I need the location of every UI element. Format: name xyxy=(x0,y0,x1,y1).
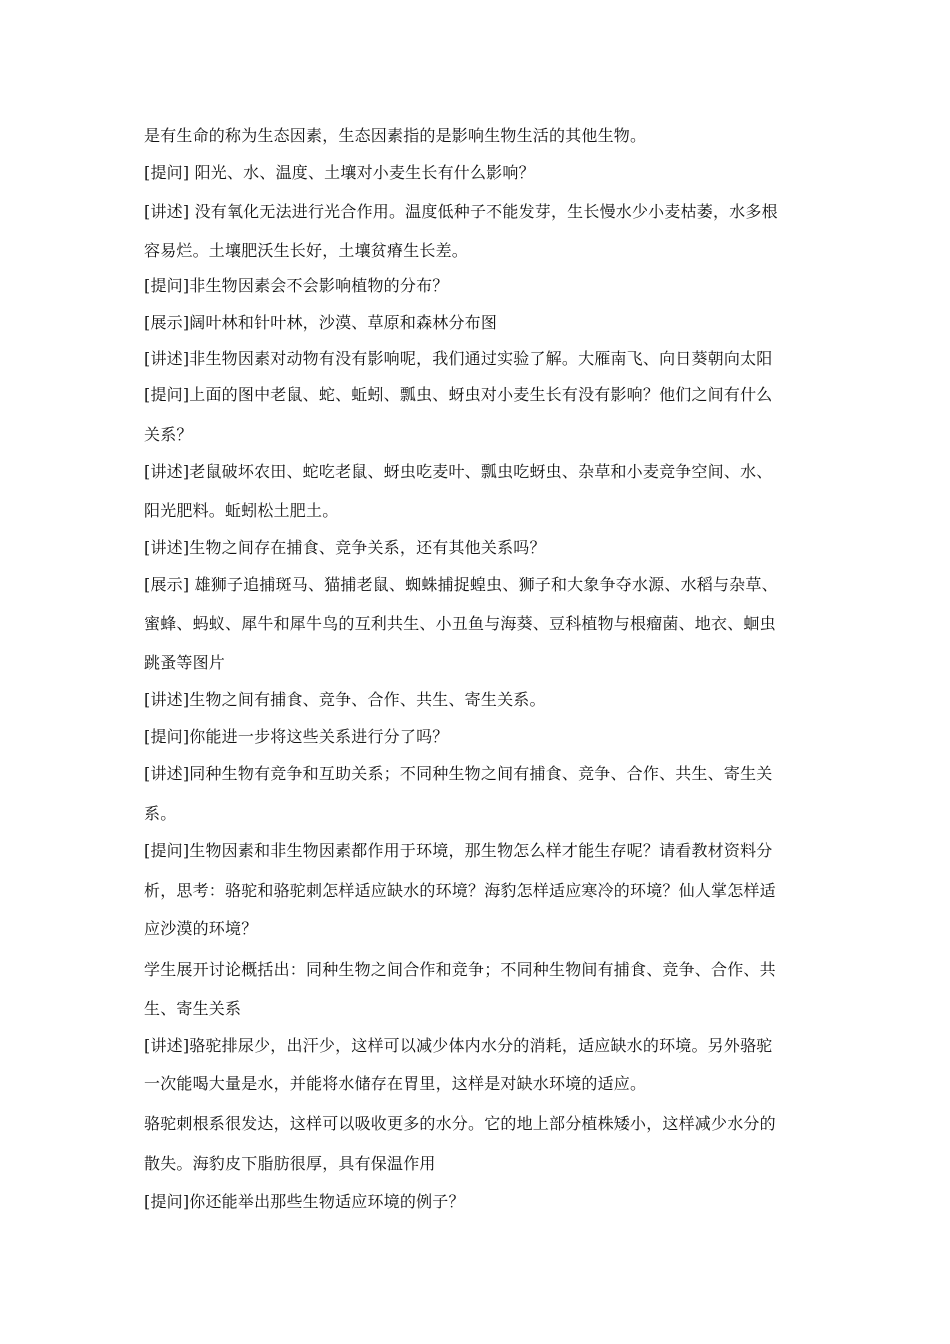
text-line: [展示]阔叶林和针叶林，沙漠、草原和森林分布图 xyxy=(144,313,498,332)
text-line: [讲述]非生物因素对动物有没有影响呢，我们通过实验了解。大雁南飞、向日葵朝向太阳 xyxy=(144,349,773,368)
text-line: [提问]你还能举出那些生物适应环境的例子？ xyxy=(144,1192,465,1211)
text-line: [提问] 阳光、水、温度、土壤对小麦生长有什么影响？ xyxy=(144,163,535,182)
text-line: 骆驼刺根系很发达，这样可以吸收更多的水分。它的地上部分植株矮小，这样减少水分的 xyxy=(144,1114,776,1133)
text-line: 容易烂。土壤肥沃生长好，土壤贫瘠生长差。 xyxy=(144,241,469,260)
text-line: 散失。海豹皮下脂肪很厚，具有保温作用 xyxy=(144,1154,436,1173)
text-line: 系。 xyxy=(144,804,177,823)
text-line: [展示] 雄狮子追捕斑马、猫捕老鼠、蜘蛛捕捉蝗虫、狮子和大象争夺水源、水稻与杂草、 xyxy=(144,575,778,594)
text-line: 学生展开讨论概括出：同种生物之间合作和竞争；不同种生物间有捕食、竞争、合作、共 xyxy=(144,960,776,979)
text-line: [提问]生物因素和非生物因素都作用于环境，那生物怎么样才能生存呢？请看教材资料分 xyxy=(144,841,773,860)
text-line: 跳蚤等图片 xyxy=(144,653,226,672)
text-line: 一次能喝大量是水，并能将水储存在胃里，这样是对缺水环境的适应。 xyxy=(144,1074,647,1093)
text-line: [提问]你能进一步将这些关系进行分了吗？ xyxy=(144,727,449,746)
text-line: [讲述]骆驼排尿少，出汗少，这样可以减少体内水分的消耗，适应缺水的环境。另外骆驼 xyxy=(144,1036,773,1055)
text-line: [讲述]同种生物有竞争和互助关系；不同种生物之间有捕食、竞争、合作、共生、寄生关 xyxy=(144,764,773,783)
text-line: [讲述]生物之间存在捕食、竞争关系，还有其他关系吗？ xyxy=(144,538,546,557)
text-line: 生、寄生关系 xyxy=(144,999,242,1018)
text-line: 阳光肥料。蚯蚓松土肥土。 xyxy=(144,501,339,520)
text-line: [讲述] 没有氧化无法进行光合作用。温度低种子不能发芽，生长慢水少小麦枯萎，水多根 xyxy=(144,202,778,221)
text-line: 应沙漠的环境？ xyxy=(144,919,258,938)
text-line: [提问]上面的图中老鼠、蛇、蚯蚓、瓢虫、蚜虫对小麦生长有没有影响？他们之间有什么 xyxy=(144,385,773,404)
text-line: [讲述]老鼠破坏农田、蛇吃老鼠、蚜虫吃麦叶、瓢虫吃蚜虫、杂草和小麦竞争空间、水、 xyxy=(144,462,773,481)
text-line: [讲述]生物之间有捕食、竞争、合作、共生、寄生关系。 xyxy=(144,690,546,709)
text-line: 关系？ xyxy=(144,425,193,444)
text-line: 析，思考：骆驼和骆驼刺怎样适应缺水的环境？海豹怎样适应寒冷的环境？仙人掌怎样适 xyxy=(144,881,776,900)
text-line: 是有生命的称为生态因素，生态因素指的是影响生物生活的其他生物。 xyxy=(144,126,647,145)
text-line: [提问]非生物因素会不会影响植物的分布？ xyxy=(144,276,449,295)
text-line: 蜜蜂、蚂蚁、犀牛和犀牛鸟的互利共生、小丑鱼与海葵、豆科植物与根瘤菌、地衣、蛔虫 xyxy=(144,614,776,633)
